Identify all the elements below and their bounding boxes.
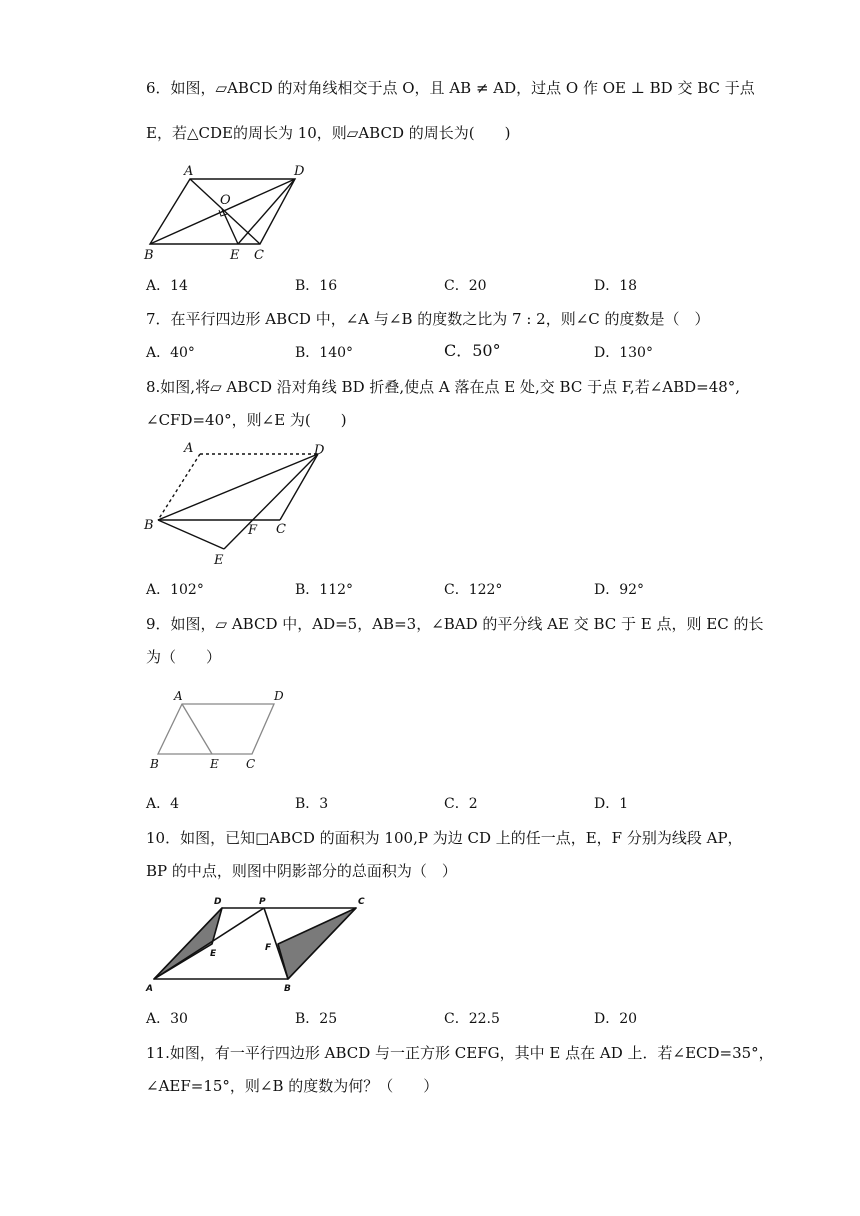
label-F: F xyxy=(265,943,272,953)
label-P: P xyxy=(259,897,266,907)
question-9-line-2: 为（ ） xyxy=(146,648,222,666)
q6-option-c[interactable]: C．20 xyxy=(444,278,487,294)
q9-option-d[interactable]: D．1 xyxy=(594,796,629,812)
question-8-line-2: ∠CFD=40°，则∠E 为( ) xyxy=(146,411,347,429)
question-11-line-1: 11.如图，有一平行四边形 ABCD 与一正方形 CEFG，其中 E 点在 AD 上．若∠ECD=35°， xyxy=(146,1044,774,1062)
label-A: A xyxy=(184,164,194,179)
label-C: C xyxy=(254,248,264,263)
label-B: B xyxy=(144,248,154,263)
q6-option-d[interactable]: D．18 xyxy=(594,278,638,294)
figure-q6-parallelogram xyxy=(140,160,320,265)
label-A: A xyxy=(184,441,194,456)
label-E: E xyxy=(210,949,217,959)
q6-option-b[interactable]: B．16 xyxy=(295,278,338,294)
question-9-line-1: 9．如图，▱ ABCD 中，AD=5，AB=3，∠BAD 的平分线 AE 交 BC 于 E 点，则 EC 的长 xyxy=(146,615,764,633)
question-7-line-1: 7．在平行四边形 ABCD 中，∠A 与∠B 的度数之比为 7 : 2，则∠C 的度数是（ ） xyxy=(146,310,710,328)
q8-option-c[interactable]: C．122° xyxy=(444,582,503,598)
q9-option-c[interactable]: C．2 xyxy=(444,796,478,812)
label-A: A xyxy=(146,984,153,994)
label-B: B xyxy=(284,984,291,994)
label-E: E xyxy=(214,553,224,568)
q10-option-d[interactable]: D．20 xyxy=(594,1011,638,1027)
q7-option-d[interactable]: D．130° xyxy=(594,345,653,361)
question-6-line-2: E，若△CDE的周长为 10，则▱ABCD 的周长为( ) xyxy=(146,124,511,142)
label-F: F xyxy=(248,523,258,538)
question-11-line-2: ∠AEF=15°，则∠B 的度数为何？（ ） xyxy=(146,1077,439,1095)
q8-option-d[interactable]: D．92° xyxy=(594,582,645,598)
label-C: C xyxy=(358,897,365,907)
q10-option-a[interactable]: A．30 xyxy=(146,1011,188,1027)
q9-option-b[interactable]: B．3 xyxy=(295,796,329,812)
q8-option-b[interactable]: B．112° xyxy=(295,582,354,598)
label-B: B xyxy=(150,757,159,771)
question-8-line-1: 8.如图,将▱ ABCD 沿对角线 BD 折叠,使点 A 落在点 E 处,交 BC 于点 F,若∠ABD=48°, xyxy=(146,378,741,396)
label-D: D xyxy=(294,164,305,179)
figure-q8-folded-parallelogram xyxy=(140,436,340,571)
q7-option-c[interactable]: C．50° xyxy=(444,341,501,360)
question-10-line-2: BP 的中点，则图中阴影部分的总面积为（ ） xyxy=(146,862,457,880)
label-C: C xyxy=(246,757,256,771)
q9-option-a[interactable]: A．4 xyxy=(146,796,180,812)
label-E: E xyxy=(210,757,219,771)
q7-option-a[interactable]: A．40° xyxy=(146,345,195,361)
label-D: D xyxy=(214,897,222,907)
label-D: D xyxy=(274,689,284,703)
label-A: A xyxy=(174,689,183,703)
label-B: B xyxy=(144,518,154,533)
question-6-line-1: 6．如图，▱ABCD 的对角线相交于点 O，且 AB ≠ AD，过点 O 作 OE ⊥ BD 交 BC 于点 xyxy=(146,79,755,97)
label-O: O xyxy=(220,193,231,208)
q10-option-c[interactable]: C．22.5 xyxy=(444,1011,500,1027)
label-C: C xyxy=(276,522,286,537)
q7-option-b[interactable]: B．140° xyxy=(295,345,354,361)
question-10-line-1: 10．如图，已知□ABCD 的面积为 100,P 为边 CD 上的任一点，E，F 分别为线段 AP， xyxy=(146,829,743,847)
figure-q10-shaded-parallelogram xyxy=(140,892,380,1000)
label-E: E xyxy=(230,248,240,263)
q8-option-a[interactable]: A．102° xyxy=(146,582,204,598)
q10-option-b[interactable]: B．25 xyxy=(295,1011,338,1027)
figure-q9-parallelogram xyxy=(140,684,300,774)
label-D: D xyxy=(314,443,325,458)
q6-option-a[interactable]: A．14 xyxy=(146,278,188,294)
